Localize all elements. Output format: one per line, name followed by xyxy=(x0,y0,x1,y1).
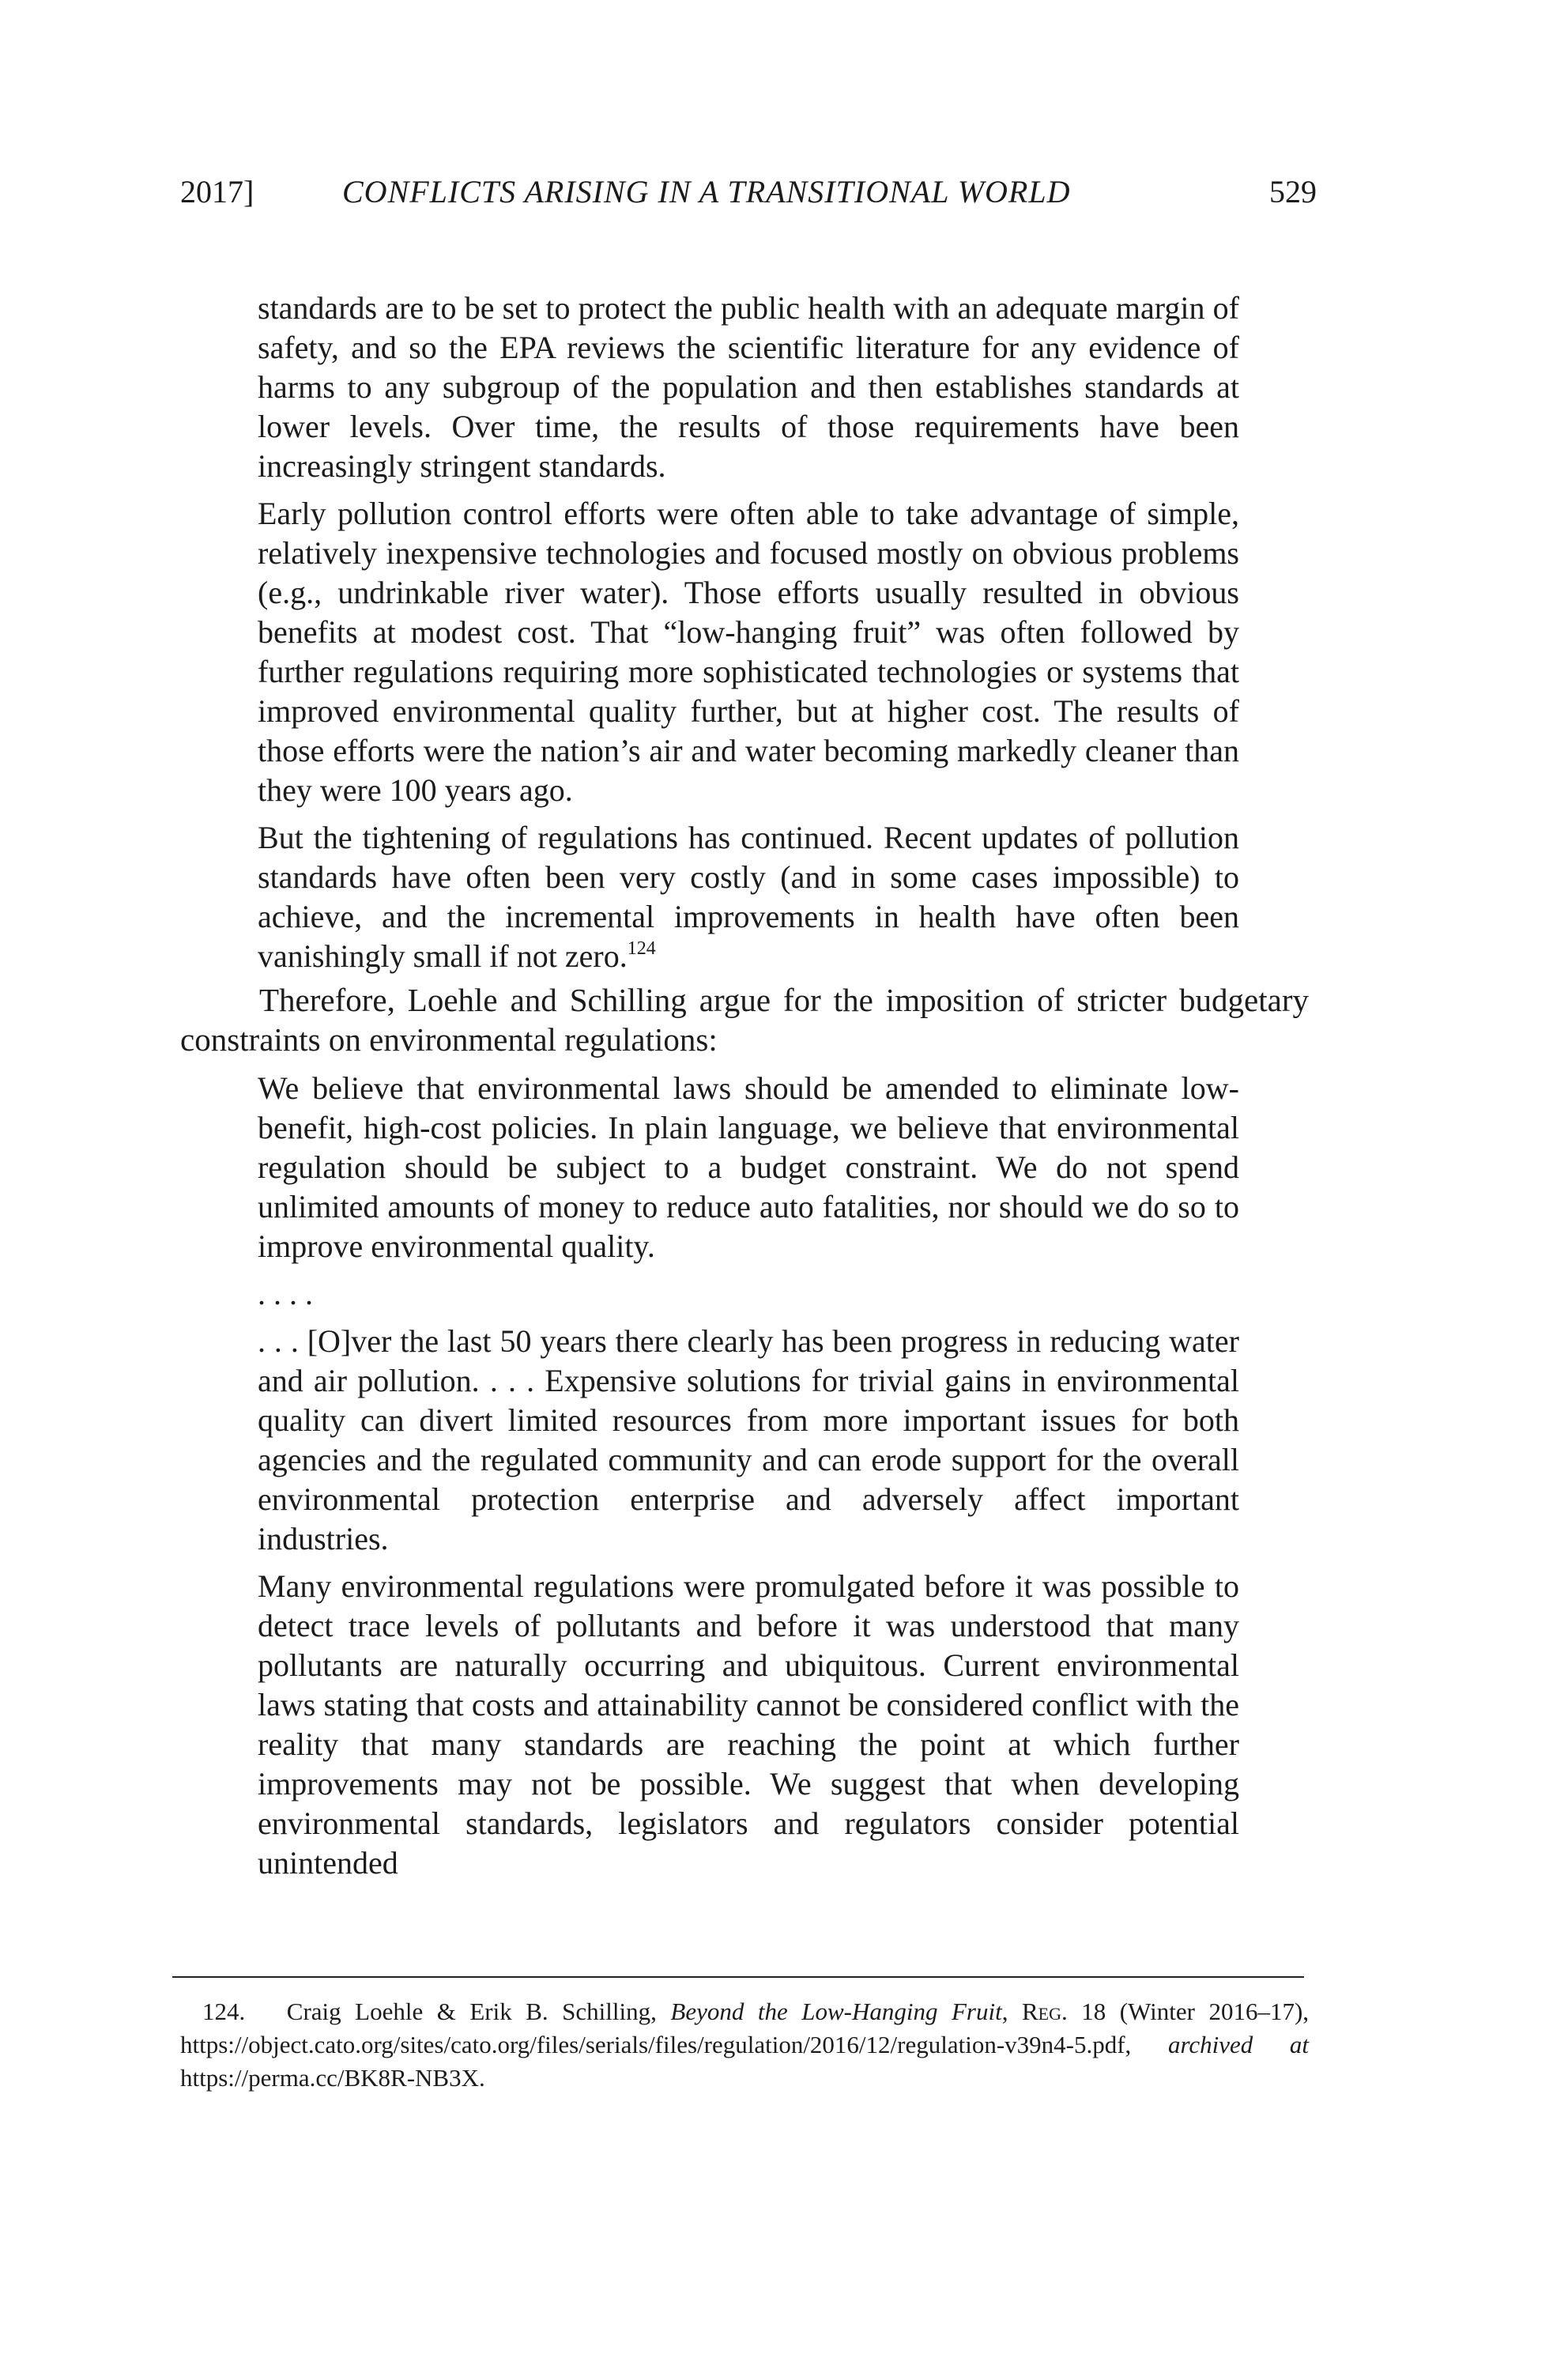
quote-2-ellipsis: . . . . xyxy=(258,1276,313,1311)
quote-1-paragraph-3-text: But the tightening of regulations has continued. Recent updates of pollution standards have often been very costly (and in some cases impossible) to achieve, and the incremental improvements in health have often been vanishingly small if not zero. xyxy=(258,820,1239,974)
header-year: 2017] xyxy=(180,174,254,209)
quote-2-paragraph-2: . . . [O]ver the last 50 years there clearly has been progress in reducing water and air pollution. . . . Expensive solutions for trivial gains in environmental quality can divert limited resources from more important issues for both agencies and the regulated community and can erode support for the overall environmental protection enterprise and adversely affect important industries. xyxy=(258,1323,1239,1556)
footnote-text: 124. Craig Loehle & Erik B. Schilling, Beyond the Low-Hanging Fruit, Reg. 18 (Winter 2016–17), https://object.cato.org/sites/cato.org/files/serials/files/regulation/2016/12/regulation-v39n4-5.pdf, archived at https://perma.cc/BK8R-NB3X. xyxy=(180,1998,1310,2092)
block-quote-2 xyxy=(258,1069,1239,1883)
header-title: CONFLICTS ARISING IN A TRANSITIONAL WORLD xyxy=(342,174,1071,209)
footnote-authors: Craig Loehle & Erik B. Schilling, xyxy=(286,1998,657,2025)
footnote-number: 124. xyxy=(202,1998,246,2025)
footnote-article-title: Beyond the Low-Hanging Fruit xyxy=(670,1998,1002,2025)
quote-1-paragraph-1: standards are to be set to protect the public health with an adequate margin of safety, and so the EPA reviews the scientific literature for any evidence of harms to any subgroup of the population and then establishes standards at lower levels. Over time, the results of those requirements have been increasingly stringent standards. xyxy=(258,290,1239,484)
block-quote-1 xyxy=(258,289,1239,976)
quote-2-paragraph-3: Many environmental regulations were promulgated before it was possible to detect trace levels of pollutants and before it was understood that many pollutants are naturally occurring and ubiquitous. Current environmental laws stating that costs and attainability cannot be considered conflict with the reality that many standards are reaching the point at which further improvements may not be possible. We suggest that when developing environmental standards, legislators and regulators consider potential unintended xyxy=(258,1568,1239,1881)
quote-2-paragraph-1: We believe that environmental laws should be amended to eliminate low-benefit, high-cost policies. In plain language, we believe that environmental regulation should be subject to a budget constraint. We do not spend unlimited amounts of money to reduce auto fatalities, nor should we do so to improve environmental quality. xyxy=(258,1070,1239,1264)
footnote-citation[interactable]: 18 (Winter 2016–17), https://object.cato.org/sites/cato.org/files/serials/files/regulation/2016/12/regulation-v39n4-5.pdf, xyxy=(180,1998,1310,2058)
body-paragraph-text: Therefore, Loehle and Schilling argue for the imposition of stricter budgetary constraints on environmental regulations: xyxy=(180,982,1309,1058)
footnote-reference[interactable]: 124 xyxy=(627,938,656,959)
page-number: 529 xyxy=(1269,174,1317,209)
footnote-archive-link[interactable]: https://perma.cc/BK8R-NB3X. xyxy=(180,2064,485,2092)
body-paragraph xyxy=(180,980,1309,1059)
running-header xyxy=(180,172,1317,212)
footnote-divider xyxy=(172,1976,1304,1978)
quote-1-paragraph-3 xyxy=(258,818,1239,976)
footnote-journal: Reg. xyxy=(1022,1998,1068,2025)
footnote-124 xyxy=(180,1995,1309,2095)
quote-1-paragraph-2: Early pollution control efforts were often able to take advantage of simple, relatively inexpensive technologies and focused mostly on obvious problems (e.g., undrinkable river water). Those efforts usually resulted in obvious benefits at modest cost. That “low-hanging fruit” was often followed by further regulations requiring more sophisticated technologies or systems that improved environmental quality further, but at higher cost. The results of those efforts were the nation’s air and water becoming markedly cleaner than they were 100 years ago. xyxy=(258,496,1239,808)
footnote-archived-label: archived at xyxy=(1167,2031,1310,2058)
